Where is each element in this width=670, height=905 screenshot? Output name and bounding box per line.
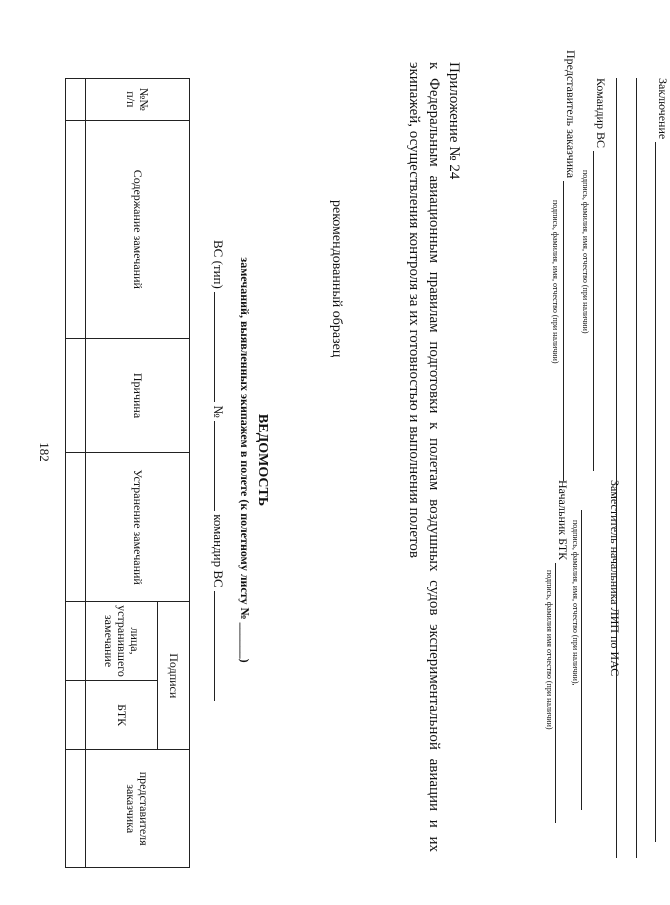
commander-caption: подпись, фамилия, имя, отчество (при наличии) [581,170,590,334]
conclusion-label: Заключение [656,78,670,140]
header-sig-btk: БТК [86,680,158,750]
btk-head-signature [555,480,570,823]
deputy-signature-label: Заместитель начальника ЛИП по ИАС [608,480,622,677]
document-title: ВЕДОМОСТЬ [255,413,270,507]
customer-rep-caption: подпись, фамилия, имя, отчество (при наличии) [551,200,560,364]
table-cell [66,120,86,338]
btk-head-caption: подпись, фамилия имя отчество (при наличии) [545,570,554,730]
commander-blank [214,591,215,701]
header-reason: Причина [86,338,190,452]
header-signatures: Подписи [158,602,190,750]
deputy-signature [608,480,622,680]
footer-section [440,30,670,890]
table-cell [66,680,86,750]
commander-signature-blank [593,151,594,471]
customer-rep-signature [563,50,578,481]
table-cell [66,602,86,681]
table-cell [66,338,86,452]
deputy-caption: подпись, фамилия, имя, отчество (при наличии), [571,520,580,686]
btk-head-blank [555,563,556,823]
conclusion-blank [655,142,656,842]
commander-label: командир ВС [211,514,226,588]
conclusion-line [655,78,670,842]
recommended-sample-label: рекомендованный образец [329,200,344,358]
conclusion-blank-2 [636,78,650,858]
commander-signature [593,78,608,471]
number-blank [214,421,215,511]
remarks-table [65,78,190,868]
customer-rep-blank [563,181,564,481]
aircraft-type-label: ВС (тип) [211,240,226,289]
customer-rep-label: Представитель заказчика [564,50,578,179]
remarks-table-wrap [66,78,190,868]
table-cell [66,750,86,868]
deputy-signature-blank [581,510,582,810]
document-subtitle: замечаний, выявленных экипажем в полете (к полетному листу № ______) [238,257,252,663]
appendix-title: Приложение № 24 [446,62,462,180]
table-cell [66,79,86,121]
document-sheet [40,30,480,890]
aircraft-line [210,240,226,701]
conclusion-blank-3 [616,78,630,858]
header-sig-customer: представителя заказчика [86,750,190,868]
number-label: № [211,405,226,418]
deputy-signature-line [581,510,596,810]
btk-head-label: Начальник БТК [556,480,570,561]
header-sig-person: лица, устранившего замечание [86,602,158,681]
table-cell [66,453,86,602]
commander-signature-label: Командир ВС [594,78,608,148]
header-content: Содержание замечаний [86,120,190,338]
header-num: №№ п/п [86,79,190,121]
aircraft-type-blank [214,292,215,402]
appendix-text: к Федеральным авиационным правилам подготовки к полетам воздушных судов экспериментальной авиации и их экипажей, осуществления контроля за их готовностью и выполнения полетов [406,62,442,852]
header-fix: Устранение замечаний [86,453,190,602]
page-number: 182 [37,442,52,462]
